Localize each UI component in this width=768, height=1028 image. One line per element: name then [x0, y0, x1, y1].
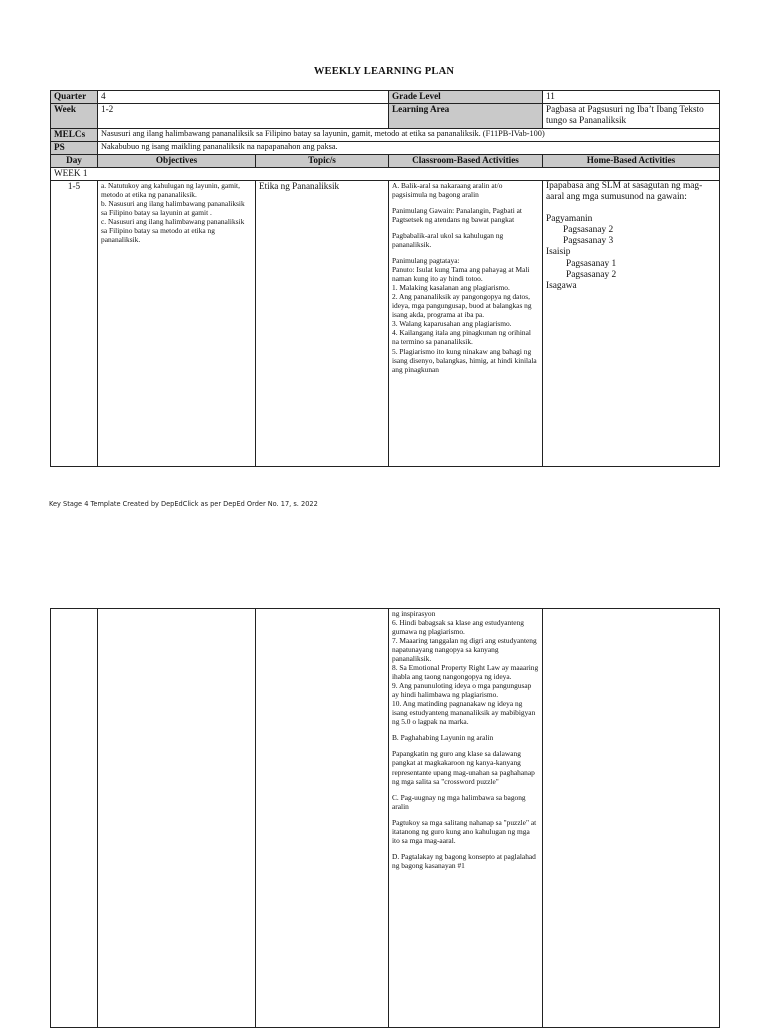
quarter-label: Quarter	[51, 91, 98, 104]
ps-label: PS	[51, 142, 98, 155]
header-topics: Topic/s	[256, 155, 389, 168]
activity-line: B. Paghahabing Layunin ng aralin	[392, 733, 494, 743]
header-objectives: Objectives	[98, 155, 256, 168]
home-pagsasanay: Pagsasanay 2	[563, 224, 614, 235]
melcs-value: Nasusuri ang ilang halimbawang pananaliksik sa Filipino batay sa layunin, gamit, metodo at etika sa pananaliksik. (F11PB-IVab-100)	[98, 129, 720, 142]
activity-line: 7. Maaaring tanggalan ng digri ang estudyanteng napatunayang nangopya sa kanyang pananaliksik.	[392, 636, 537, 664]
weekly-plan-table	[50, 90, 720, 467]
objective-b: b. Nasusuri ang ilang halimbawang pananaliksik sa Filipino batay sa layunin at gamit .	[101, 199, 245, 218]
classroom-activities-cell	[389, 181, 543, 467]
objective-a: a. Natutukoy ang kahulugan ng layunin, gamit, metodo at etika ng pananaliksik.	[101, 181, 240, 200]
home-activities-cell-continued	[543, 609, 720, 1028]
activity-line: 1. Malaking kasalanan ang plagiarismo.	[392, 283, 510, 293]
header-home-activities: Home-Based Activities	[543, 155, 720, 168]
home-pagsasanay: Pagsasanay 3	[563, 236, 614, 247]
home-activities-cell	[543, 181, 720, 467]
activity-line: Panimulang Gawain: Panalangin, Pagbati at Pagtsetsek ng atendans ng bawat pangkat	[392, 206, 522, 225]
learning-area-value: Pagbasa at Pagsusuri ng Iba’t Ibang Teksto tungo sa Pananaliksik	[543, 104, 720, 129]
quarter-value: 4	[98, 91, 389, 104]
activity-line: Pagtukoy sa mga salitang nahanap sa "puzzle" at itatanong ng guro kung ano kahulugan ng mga ito sa mga mag-aaral.	[392, 817, 537, 845]
activity-line: 6. Hindi babagsak sa klase ang estudyanteng gumawa ng plagiarismo.	[392, 618, 524, 637]
melcs-label: MELCs	[51, 129, 98, 142]
week-value: 1-2	[98, 104, 389, 129]
week-row-label: WEEK 1	[51, 168, 720, 181]
objectives-cell	[98, 181, 256, 467]
weekly-plan-table-continued	[50, 608, 720, 1028]
header-classroom-activities: Classroom-Based Activities	[389, 155, 543, 168]
activity-line: D. Pagtalakay ng bagong konsepto at paglalahad ng bagong kasanayan #1	[392, 851, 536, 870]
page-title: WEEKLY LEARNING PLAN	[313, 66, 455, 77]
week-label: Week	[51, 104, 98, 129]
activity-line: 5. Plagiarismo ito kung ninakaw ang bahagi ng isang disenyo, balangkas, himig, at hindi kinilala ang pinagkunan	[392, 346, 537, 374]
template-footer: Key Stage 4 Template Created by DepEdClick as per DepEd Order No. 17, s. 2022	[49, 500, 318, 508]
home-intro: Ipapabasa ang SLM at sasagutan ng mag-aaral ang mga sumusunod na gawain:	[546, 181, 703, 203]
activity-line: 8. Sa Emotional Property Right Law ay maaaring ihabla ang taong nangongopya ng ideya.	[392, 663, 539, 682]
learning-area-label: Learning Area	[389, 104, 543, 129]
day-value: 1-5	[51, 181, 98, 467]
home-pagsasanay: Pagsasanay 2	[566, 269, 617, 280]
activity-line: Pagbabalik-aral ukol sa kahulugan ng pananaliksik.	[392, 231, 504, 250]
activity-line: C. Pag-uugnay ng mga halimbawa sa bagong aralin	[392, 792, 526, 811]
activity-line: Panimulang pagtataya:	[392, 256, 460, 266]
header-day: Day	[51, 155, 98, 168]
activity-line: 2. Ang pananaliksik ay pangongopya ng datos, ideya, mga pangungusap, buod at balangkas ng isang akda, programa at iba pa.	[392, 292, 532, 320]
home-isaisip: Isaisip	[546, 247, 571, 258]
home-pagsasanay: Pagsasanay 1	[566, 258, 617, 269]
activity-line: 4. Kailangang itala ang pinagkunan ng orihinal na termino sa pananaliksik.	[392, 328, 531, 347]
ps-value: Nakabubuo ng isang maikling pananaliksik na napapanahon ang paksa.	[98, 142, 720, 155]
activity-line: A. Balik-aral sa nakaraang aralin at/o pagsisimula ng bagong aralin	[392, 181, 503, 200]
grade-level-value: 11	[543, 91, 720, 104]
classroom-activities-cell-continued	[389, 609, 543, 1028]
topic-cell-continued	[256, 609, 389, 1028]
activity-line: Papangkatin ng guro ang klase sa dalawang pangkat at magkakaroon ng kanya-kanyang representante upang mag-unahan sa paghahanap ng mga salita sa "crossword puzzle"	[392, 749, 535, 786]
objectives-cell-continued	[98, 609, 256, 1028]
activity-line: 10. Ang matinding pagnanakaw ng ideya ng isang estudyanteng mananaliksik ay mabibigyan ng 5.0 o lagpak na marka.	[392, 699, 536, 727]
activity-line: Panuto: Isulat kung Tama ang pahayag at Mali naman kung ito ay hindi totoo.	[392, 265, 530, 284]
activity-line: 3. Walang kaparusahan ang plagiarismo.	[392, 319, 512, 329]
activity-line: 9. Ang panunuloting ideya o mga pangungusap ay hindi halimbawa ng plagiarismo.	[392, 681, 532, 700]
home-isagawa: Isagawa	[546, 281, 577, 292]
objective-c: c. Nasusuri ang ilang halimbawang pananaliksik sa Filipino batay sa metodo at etika ng pananaliksik.	[101, 217, 245, 245]
day-cell-continued	[51, 609, 98, 1028]
home-pagyamanin: Pagyamanin	[546, 213, 593, 224]
topic-value: Etika ng Pananaliksik	[256, 181, 389, 467]
activity-line: ng inspirasyon	[392, 609, 436, 618]
grade-level-label: Grade Level	[389, 91, 543, 104]
